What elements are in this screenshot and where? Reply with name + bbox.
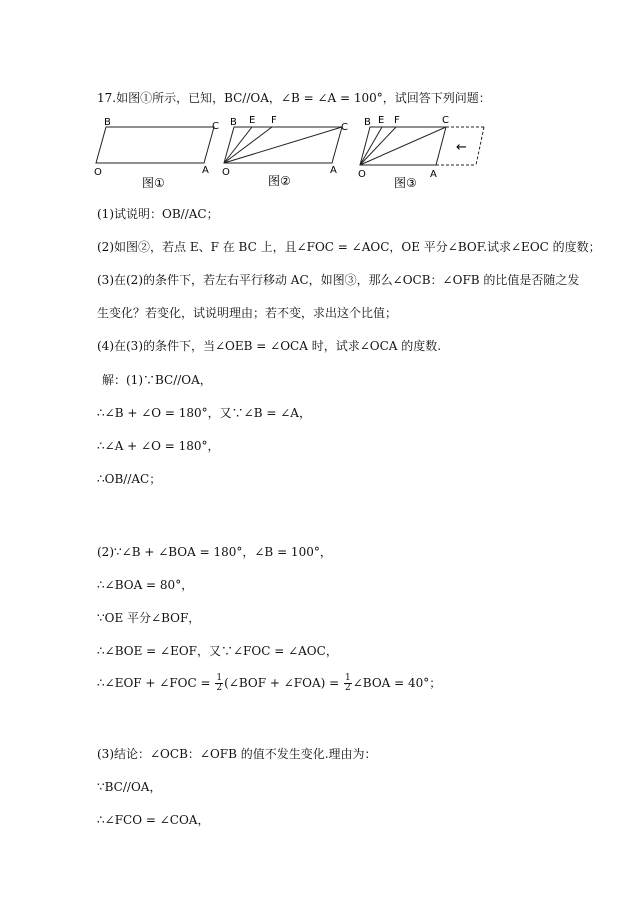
solution-2-line-5: [97, 674, 441, 693]
question-part-4: (4)在(3)的条件下，当∠OEB = ∠OCA 时，试求∠OCA 的度数.: [97, 339, 442, 353]
fig3-label-o: O: [358, 169, 366, 180]
fraction-half-1: [215, 674, 223, 693]
fig2-label-e: E: [249, 115, 256, 126]
fig2-caption: 图②: [268, 174, 291, 188]
fig3-caption: 图③: [394, 176, 417, 190]
fraction-1-numerator: 1: [216, 673, 223, 683]
fig3-label-b: B: [364, 117, 371, 128]
fig2-label-o: O: [222, 167, 230, 178]
solution-1-line-1: 解：(1)∵BC//OA，: [102, 373, 212, 387]
question-part-2: (2)如图②，若点 E、F 在 BC 上，且∠FOC = ∠AOC，OE 平分∠BOF.试求∠EOC 的度数；: [97, 240, 601, 254]
question-intro: 17.如图①所示，已知，BC//OA，∠B = ∠A = 100°，试回答下列问题：: [97, 91, 491, 105]
fig1-label-o: O: [94, 167, 102, 178]
fig2-label-a: A: [330, 165, 337, 176]
solution-2-line-5-middle: (∠BOF + ∠FOA) =: [224, 676, 343, 690]
fig3-move-arrow-icon: ←: [456, 140, 467, 155]
solution-2-line-3: ∵OE 平分∠BOF，: [97, 611, 201, 625]
figure-2: [222, 113, 352, 190]
solution-2-line-4: ∴∠BOE = ∠EOF，又∵∠FOC = ∠AOC，: [97, 644, 338, 658]
fraction-1-denominator: 2: [216, 683, 223, 693]
solution-1-line-3: ∴∠A + ∠O = 180°，: [97, 439, 220, 453]
solution-2-line-2: ∴∠BOA = 80°，: [97, 578, 194, 592]
figure-3: [358, 113, 490, 190]
fig3-label-e: E: [378, 115, 385, 126]
figure-1: [94, 115, 220, 190]
figure-1-diagram: [94, 115, 220, 190]
fig2-label-b: B: [230, 117, 237, 128]
figure-2-diagram: [222, 113, 352, 190]
solution-1-line-2: ∴∠B + ∠O = 180°，又∵∠B = ∠A，: [97, 406, 311, 420]
fig2-label-c: C: [341, 122, 348, 133]
question-part-3-cont: 生变化？若变化，试说明理由；若不变，求出这个比值；: [97, 306, 398, 320]
fig1-caption: 图①: [142, 176, 165, 190]
question-part-3: (3)在(2)的条件下，若左右平行移动 AC，如图③，那么∠OCB：∠OFB 的比值是否随之发: [97, 273, 580, 287]
solution-2-line-5-prefix: ∴∠EOF + ∠FOC =: [97, 676, 215, 690]
solution-3-line-1: (3)结论：∠OCB：∠OFB 的值不发生变化.理由为：: [97, 747, 377, 761]
fig1-label-a: A: [202, 165, 209, 176]
question-part-1: (1)试说明：OB//AC；: [97, 207, 219, 221]
fig1-label-c: C: [212, 121, 219, 132]
fig3-label-c: C: [442, 115, 449, 126]
solution-1-line-4: ∴OB//AC；: [97, 472, 162, 486]
solution-3-line-3: ∴∠FCO = ∠COA，: [97, 813, 210, 827]
solution-2-line-1: (2)∵∠B + ∠BOA = 180°，∠B = 100°，: [97, 545, 332, 559]
fraction-2-denominator: 2: [345, 683, 351, 693]
fig1-label-b: B: [104, 117, 111, 128]
fig3-label-a: A: [430, 169, 437, 180]
fraction-half-2: [344, 674, 352, 693]
fig3-label-f: F: [394, 115, 400, 126]
figure-3-diagram: [358, 113, 490, 190]
fraction-2-numerator: 1: [345, 673, 351, 683]
solution-3-line-2: ∵BC//OA，: [97, 780, 162, 794]
solution-2-line-5-suffix: ∠BOA = 40°；: [352, 676, 442, 690]
fig2-label-f: F: [271, 115, 277, 126]
